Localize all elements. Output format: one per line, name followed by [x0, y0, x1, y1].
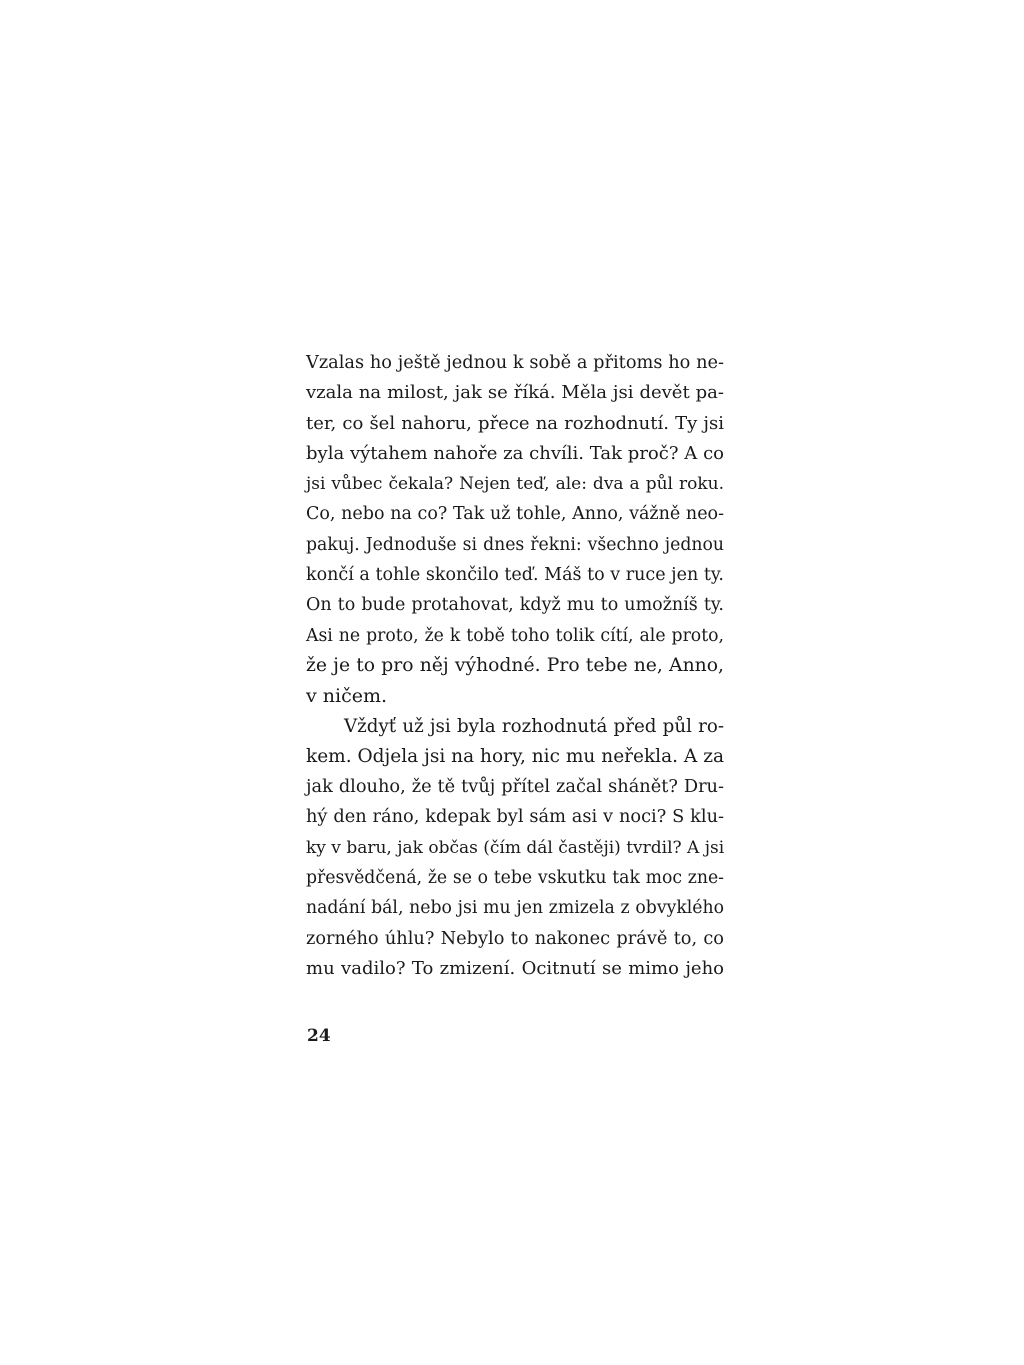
text-line: kem. Odjela jsi na hory, nic mu neřekla. A za [306, 745, 724, 767]
text-line: jsi vůbec čekala? Nejen teď, ale: dva a půl roku. [306, 474, 724, 495]
text-line: v ničem. [306, 685, 388, 708]
page-number: 24 [307, 1026, 331, 1046]
text-line: mu vadilo? To zmizení. Ocitnutí se mimo jeho [306, 957, 724, 979]
text-line: vzala na milost, jak se říká. Měla jsi devět pa- [306, 382, 724, 404]
text-line: pakuj. Jednoduše si dnes řekni: všechno jednou [306, 534, 724, 555]
text-line: On to bude protahovat, když mu to umožníš ty. [306, 595, 724, 616]
body-text [306, 348, 724, 984]
text-line: zorného úhlu? Nebylo to nakonec právě to, co [306, 928, 724, 949]
text-line: Vždyť už jsi byla rozhodnutá před půl ro- [344, 715, 724, 737]
text-line: nadání bál, nebo jsi mu jen zmizela z obvyklého [306, 898, 724, 919]
text-line: Asi ne proto, že k tobě toho tolik cítí, ale proto, [306, 625, 724, 646]
text-line: ky v baru, jak občas (čím dál častěji) tvrdil? A jsi [306, 837, 725, 858]
text-line: ter, co šel nahoru, přece na rozhodnutí. Ty jsi [306, 412, 724, 434]
text-line: hý den ráno, kdepak byl sám asi v noci? S klu- [306, 807, 724, 828]
text-line: jak dlouho, že tě tvůj přítel začal shánět? Dru- [306, 777, 724, 798]
text-line: přesvědčená, že se o tebe vskutku tak moc zne- [306, 868, 724, 889]
text-line: byla výtahem nahoře za chvíli. Tak proč? A co [306, 442, 724, 464]
text-line: že je to pro něj výhodné. Pro tebe ne, Anno, [306, 654, 724, 676]
text-line: Vzalas ho ještě jednou k sobě a přitoms ho ne- [306, 353, 724, 373]
text-line: končí a tohle skončilo teď. Máš to v ruce jen ty. [306, 565, 724, 586]
text-line: Co, nebo na co? Tak už tohle, Anno, vážně neo- [306, 504, 724, 525]
